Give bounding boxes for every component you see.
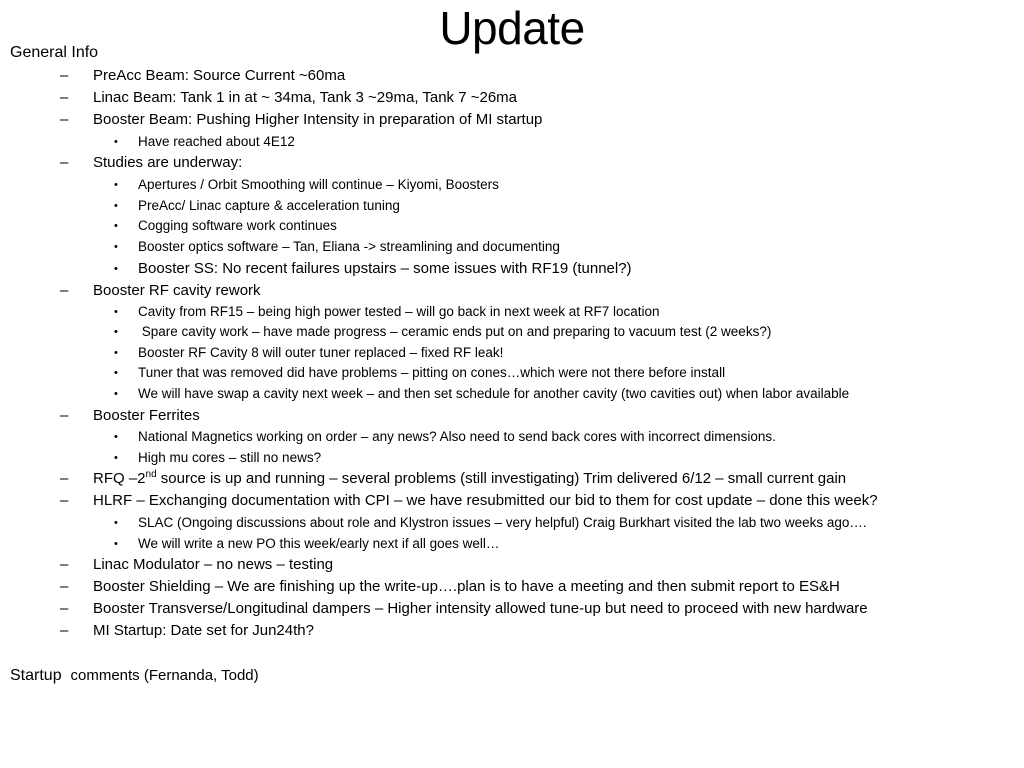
list-item: • SLAC (Ongoing discussions about role and Klystron issues – very helpful) Craig Burkhart visited the lab two weeks ago….	[114, 515, 867, 530]
list-item: • Apertures / Orbit Smoothing will continue – Kiyomi, Boosters	[114, 177, 499, 192]
dot-bullet: •	[114, 263, 118, 275]
dot-bullet: •	[114, 517, 118, 529]
section-general-info: General Info	[10, 44, 99, 61]
slide-title: Update	[439, 2, 585, 54]
list-item: • High mu cores – still no news?	[114, 450, 322, 465]
list-item: – Booster Ferrites	[60, 407, 200, 424]
list-item: – PreAcc Beam: Source Current ~60ma	[60, 67, 346, 84]
dot-bullet: •	[114, 241, 118, 253]
list-item: • Have reached about 4E12	[114, 134, 295, 149]
list-item: • Tuner that was removed did have problems – pitting on cones…which were not there before install	[114, 365, 726, 380]
dash-bullet: –	[60, 600, 69, 617]
dot-bullet: •	[114, 200, 118, 212]
list-item: – RFQ –2nd source is up and running – several problems (still investigating) Trim delivered 6/12 – small current gain	[60, 469, 847, 487]
dot-bullet: •	[114, 136, 118, 148]
list-item: • National Magnetics working on order – any news? Also need to send back cores with incorrect dimensions.	[114, 429, 776, 444]
dot-bullet: •	[114, 306, 118, 318]
list-item: • Spare cavity work – have made progress – ceramic ends put on and preparing to vacuum test (2 weeks?)	[114, 324, 772, 339]
dash-bullet: –	[60, 622, 69, 639]
list-item: – HLRF – Exchanging documentation with CPI – we have resubmitted our bid to them for cost update – done this week?	[60, 492, 878, 509]
dot-bullet: •	[114, 179, 118, 191]
list-item: • We will have swap a cavity next week – and then set schedule for another cavity (two cavities out) when labor available	[114, 386, 850, 401]
list-item: – Studies are underway:	[60, 154, 243, 171]
dot-bullet: •	[114, 367, 118, 379]
list-item: • Cogging software work continues	[114, 218, 337, 233]
dash-bullet: –	[60, 89, 69, 106]
dot-bullet: •	[114, 452, 118, 464]
dash-bullet: –	[60, 492, 69, 509]
dash-bullet: –	[60, 556, 69, 573]
list-item: • PreAcc/ Linac capture & acceleration tuning	[114, 198, 400, 213]
list-item: – Booster Transverse/Longitudinal dampers – Higher intensity allowed tune-up but need to proceed with new hardware	[60, 600, 868, 617]
list-item: • Booster RF Cavity 8 will outer tuner replaced – fixed RF leak!	[114, 345, 504, 360]
dash-bullet: –	[60, 154, 69, 171]
dash-bullet: –	[60, 67, 69, 84]
dash-bullet: –	[60, 282, 69, 299]
list-item: – MI Startup: Date set for Jun24th?	[60, 622, 314, 639]
list-item: • Booster optics software – Tan, Eliana -> streamlining and documenting	[114, 239, 560, 254]
dot-bullet: •	[114, 220, 118, 232]
dot-bullet: •	[114, 431, 118, 443]
list-item: – Booster Beam: Pushing Higher Intensity in preparation of MI startup	[60, 111, 543, 128]
section-startup: Startup comments (Fernanda, Todd)	[10, 667, 259, 684]
list-item: • Booster SS: No recent failures upstairs – some issues with RF19 (tunnel?)	[114, 260, 632, 277]
list-item: – Linac Modulator – no news – testing	[60, 556, 334, 573]
list-item: – Linac Beam: Tank 1 in at ~ 34ma, Tank 3 ~29ma, Tank 7 ~26ma	[60, 89, 518, 106]
list-item: – Booster RF cavity rework	[60, 282, 261, 299]
dot-bullet: •	[114, 326, 118, 338]
dash-bullet: –	[60, 111, 69, 128]
dash-bullet: –	[60, 407, 69, 424]
list-item: • We will write a new PO this week/early next if all goes well…	[114, 536, 500, 551]
dot-bullet: •	[114, 538, 118, 550]
dash-bullet: –	[60, 470, 69, 487]
dash-bullet: –	[60, 578, 69, 595]
list-item: • Cavity from RF15 – being high power tested – will go back in next week at RF7 location	[114, 304, 660, 319]
list-item: – Booster Shielding – We are finishing up the write-up….plan is to have a meeting and then submit report to ES&H	[60, 578, 840, 595]
dot-bullet: •	[114, 388, 118, 400]
dot-bullet: •	[114, 347, 118, 359]
